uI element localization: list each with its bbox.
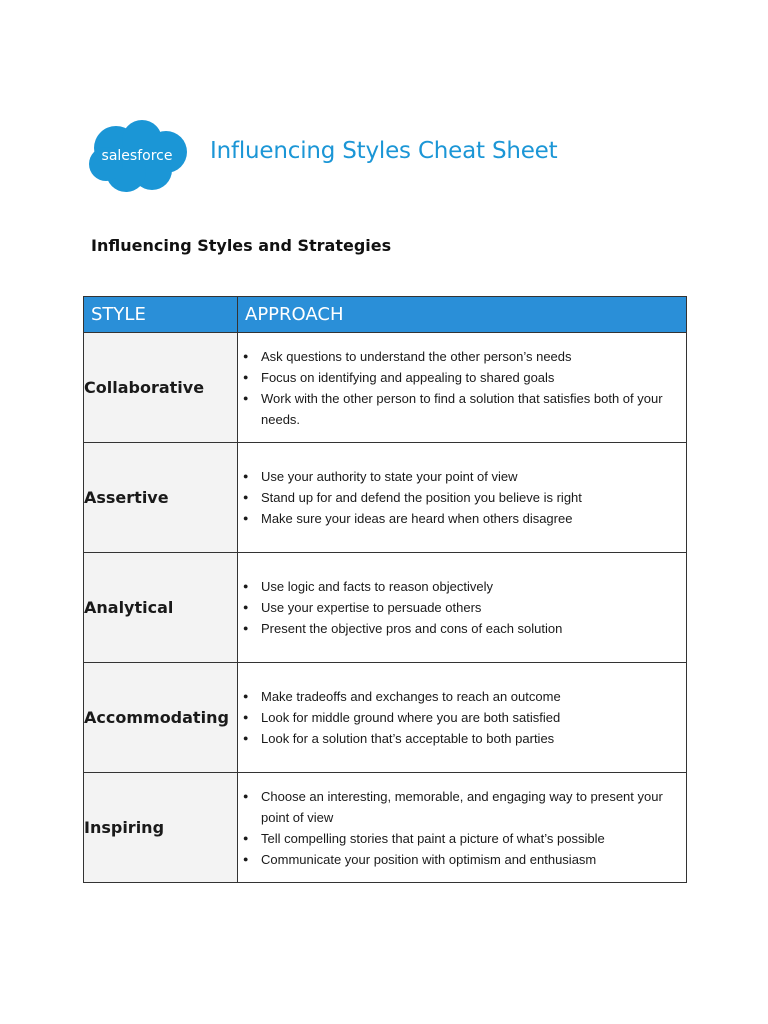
approach-point-text: Work with the other person to find a solution that satisfies both of your needs. bbox=[261, 390, 663, 427]
approach-point-text: Make tradeoffs and exchanges to reach an outcome bbox=[261, 689, 561, 704]
bullet-icon: ● bbox=[243, 712, 249, 722]
approach-point-text: Use your expertise to persuade others bbox=[261, 600, 482, 615]
bullet-icon: ● bbox=[243, 371, 249, 382]
approach-list-item bbox=[238, 728, 686, 749]
approach-list-item bbox=[238, 367, 686, 388]
approach-cell bbox=[238, 333, 687, 443]
approach-list-item bbox=[238, 618, 686, 639]
style-name: Assertive bbox=[84, 443, 238, 553]
approach-list-item bbox=[238, 388, 686, 430]
approach-cell bbox=[238, 443, 687, 553]
table-row bbox=[84, 333, 687, 443]
column-header-approach: APPROACH bbox=[238, 297, 687, 333]
bullet-icon: ● bbox=[243, 832, 249, 843]
table-row bbox=[84, 443, 687, 553]
bullet-icon: ● bbox=[243, 853, 249, 864]
approach-point-text: Tell compelling stories that paint a picture of what’s possible bbox=[261, 830, 605, 846]
approach-list-item bbox=[238, 576, 686, 597]
table-header-row bbox=[84, 297, 687, 333]
approach-cell bbox=[238, 773, 687, 883]
approach-point-text: Look for middle ground where you are both satisfied bbox=[261, 710, 561, 725]
style-name: Inspiring bbox=[84, 773, 238, 883]
bullet-icon: ● bbox=[243, 691, 249, 701]
bullet-icon: ● bbox=[243, 581, 249, 591]
style-name: Accommodating bbox=[84, 663, 238, 773]
bullet-icon: ● bbox=[243, 350, 249, 361]
approach-list bbox=[238, 466, 686, 529]
approach-list-item bbox=[238, 487, 686, 508]
approach-point-text: Focus on identifying and appealing to shared goals bbox=[261, 369, 555, 385]
approach-point-text: Look for a solution that’s acceptable to both parties bbox=[261, 731, 555, 746]
approach-list-item bbox=[238, 686, 686, 707]
bullet-icon: ● bbox=[243, 602, 249, 612]
approach-list-item bbox=[238, 828, 686, 849]
approach-list bbox=[238, 786, 686, 870]
approach-point-text: Use logic and facts to reason objectively bbox=[261, 579, 493, 594]
approach-point-text: Present the objective pros and cons of each solution bbox=[261, 621, 563, 636]
salesforce-cloud-icon bbox=[86, 118, 190, 194]
approach-list bbox=[238, 686, 686, 749]
style-name: Analytical bbox=[84, 553, 238, 663]
table-row bbox=[84, 553, 687, 663]
approach-list-item bbox=[238, 466, 686, 487]
approach-list-item bbox=[238, 508, 686, 529]
table-row bbox=[84, 663, 687, 773]
approach-list bbox=[238, 576, 686, 639]
section-heading: Influencing Styles and Strategies bbox=[91, 236, 392, 255]
document-title: Influencing Styles Cheat Sheet bbox=[210, 138, 558, 164]
approach-point-text: Ask questions to understand the other person’s needs bbox=[261, 348, 572, 364]
table-row bbox=[84, 773, 687, 883]
bullet-icon: ● bbox=[243, 471, 249, 481]
approach-point-text: Communicate your position with optimism and enthusiasm bbox=[261, 851, 597, 867]
logo-text: salesforce bbox=[101, 148, 173, 164]
approach-point-text: Stand up for and defend the position you believe is right bbox=[261, 490, 582, 505]
salesforce-logo bbox=[86, 118, 190, 194]
approach-cell bbox=[238, 663, 687, 773]
approach-list bbox=[238, 346, 686, 430]
bullet-icon: ● bbox=[243, 623, 249, 633]
bullet-icon: ● bbox=[243, 492, 249, 502]
influencing-styles-table bbox=[83, 296, 687, 883]
bullet-icon: ● bbox=[243, 733, 249, 743]
approach-point-text: Use your authority to state your point of view bbox=[261, 469, 518, 484]
approach-list-item bbox=[238, 346, 686, 367]
style-name: Collaborative bbox=[84, 333, 238, 443]
approach-list-item bbox=[238, 597, 686, 618]
bullet-icon: ● bbox=[243, 790, 249, 801]
bullet-icon: ● bbox=[243, 392, 249, 403]
approach-list-item bbox=[238, 849, 686, 870]
approach-list-item bbox=[238, 786, 686, 828]
approach-point-text: Choose an interesting, memorable, and engaging way to present your point of view bbox=[261, 788, 663, 825]
approach-cell bbox=[238, 553, 687, 663]
column-header-style: STYLE bbox=[84, 297, 238, 333]
bullet-icon: ● bbox=[243, 513, 249, 523]
approach-point-text: Make sure your ideas are heard when others disagree bbox=[261, 511, 573, 526]
approach-list-item bbox=[238, 707, 686, 728]
table-body bbox=[84, 333, 687, 883]
